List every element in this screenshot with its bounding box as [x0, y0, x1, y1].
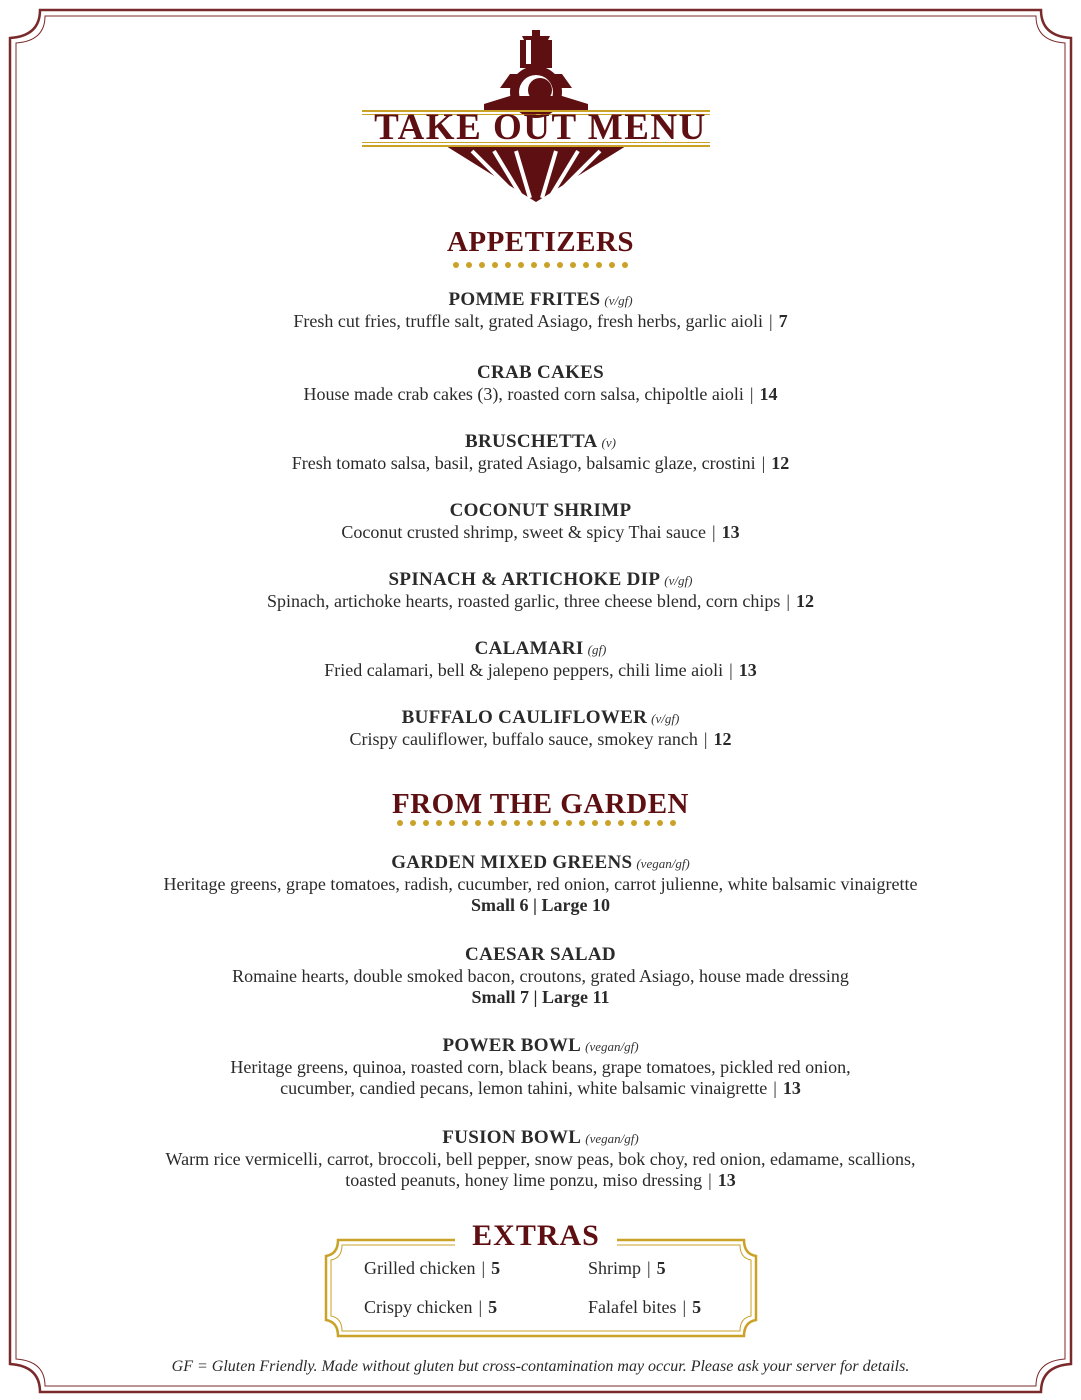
extra-price: 5 [656, 1258, 666, 1278]
menu-item-buffalo-cauliflower: BUFFALO CAULIFLOWER (v/gf) Crispy cauliflower, buffalo sauce, smokey ranch | 12 [349, 707, 732, 749]
item-desc: Heritage greens, quinoa, roasted corn, black beans, grape tomatoes, pickled red onion, [230, 1057, 851, 1077]
menu-item-crab-cakes: CRAB CAKES House made crab cakes (3), roasted corn salsa, chipoltle aioli | 14 [303, 362, 778, 404]
extra-name: Shrimp [588, 1258, 642, 1278]
item-name: GARDEN MIXED GREENS [391, 852, 633, 873]
item-name: CRAB CAKES [476, 362, 605, 383]
gold-dot-divider [452, 261, 630, 269]
item-desc: Romaine hearts, double smoked bacon, croutons, grated Asiago, house made dressing [232, 966, 849, 986]
item-desc: Coconut crusted shrimp, sweet & spicy Thai sauce [341, 522, 706, 542]
item-tag: (v/gf) [651, 711, 680, 726]
item-desc-continued: cucumber, candied pecans, lemon tahini, white balsamic vinaigrette [280, 1078, 768, 1098]
item-desc: Fresh cut fries, truffle salt, grated Asiago, fresh herbs, garlic aioli [293, 311, 763, 331]
item-price: 7 [778, 311, 788, 331]
item-price: 14 [759, 384, 778, 404]
menu-item-bruschetta: BRUSCHETTA (v) Fresh tomato salsa, basil, grated Asiago, balsamic glaze, crostini | 12 [291, 431, 790, 473]
menu-item-coconut-shrimp: COCONUT SHRIMP Coconut crusted shrimp, sweet & spicy Thai sauce | 13 [341, 500, 740, 542]
menu-item-garden-mixed-greens [0, 852, 1081, 916]
menu-item-fusion-bowl: FUSION BOWL (vegan/gf) Warm rice vermicelli, carrot, broccoli, bell pepper, snow peas, bok choy, red onion, edamame, scallions, toasted peanuts, honey lime ponzu, miso dressing | 13 [0, 1127, 1081, 1191]
extra-price: 5 [692, 1297, 702, 1317]
gold-dot-divider [396, 819, 686, 827]
item-tag: (vegan/gf) [585, 1131, 639, 1146]
extra-name: Crispy chicken [364, 1297, 473, 1317]
item-name: BRUSCHETTA [465, 431, 598, 452]
item-price: 13 [782, 1078, 801, 1098]
item-size-prices: Small 6 | Large 10 [471, 895, 610, 915]
extra-item: Crispy chicken | 5 [364, 1297, 498, 1317]
item-desc: Spinach, artichoke hearts, roasted garlic, three cheese blend, corn chips [267, 591, 781, 611]
item-tag: (gf) [587, 642, 607, 657]
item-name: CAESAR SALAD [465, 944, 616, 965]
item-desc: Fresh tomato salsa, basil, grated Asiago, balsamic glaze, crostini [291, 453, 756, 473]
gluten-friendly-note: GF = Gluten Friendly. Made without gluten but cross-contamination may occur. Please ask your server for details. [171, 1358, 910, 1375]
item-desc: House made crab cakes (3), roasted corn salsa, chipoltle aioli [303, 384, 744, 404]
item-price: 13 [717, 1170, 736, 1190]
item-price: 13 [738, 660, 757, 680]
item-tag: (v) [601, 435, 616, 450]
item-desc: Crispy cauliflower, buffalo sauce, smokey ranch [349, 729, 698, 749]
item-desc-continued: toasted peanuts, honey lime ponzu, miso dressing [345, 1170, 703, 1190]
section-title-appetizers: APPETIZERS [446, 226, 635, 258]
item-tag: (v/gf) [664, 573, 693, 588]
item-name: POWER BOWL [442, 1035, 582, 1056]
section-title-garden: FROM THE GARDEN [392, 788, 689, 820]
item-name: FUSION BOWL [442, 1127, 582, 1148]
item-price: 12 [771, 453, 790, 473]
item-price: 12 [713, 729, 732, 749]
item-name: CALAMARI [474, 638, 584, 659]
extra-item: Shrimp | 5 [588, 1258, 666, 1278]
menu-title: TAKE OUT MENU [374, 107, 707, 148]
extra-price: 5 [491, 1258, 501, 1278]
item-name: SPINACH & ARTICHOKE DIP [388, 569, 661, 590]
extra-item: Grilled chicken | 5 [364, 1258, 501, 1278]
extra-name: Grilled chicken [364, 1258, 476, 1278]
menu-item-calamari: CALAMARI (gf) Fried calamari, bell & jalepeno peppers, chili lime aioli | 13 [324, 638, 757, 680]
item-desc: Fried calamari, bell & jalepeno peppers, chili lime aioli [324, 660, 724, 680]
item-price: 12 [795, 591, 814, 611]
item-name: COCONUT SHRIMP [449, 500, 632, 521]
item-tag: (vegan/gf) [636, 856, 690, 871]
item-tag: (v/gf) [604, 293, 633, 308]
menu-item-caesar-salad [0, 944, 1081, 1008]
item-tag: (vegan/gf) [585, 1039, 639, 1054]
item-size-prices: Small 7 | Large 11 [471, 987, 610, 1007]
menu-item-pomme-frites: POMME FRITES (v/gf) Fresh cut fries, truffle salt, grated Asiago, fresh herbs, garlic aioli | 7 [293, 289, 788, 331]
item-desc: Heritage greens, grape tomatoes, radish, cucumber, red onion, carrot julienne, white balsamic vinaigrette [163, 874, 918, 894]
extra-price: 5 [488, 1297, 498, 1317]
extra-item: Falafel bites | 5 [588, 1297, 702, 1317]
item-name: POMME FRITES [448, 289, 601, 310]
extra-name: Falafel bites [588, 1297, 677, 1317]
item-price: 13 [721, 522, 740, 542]
section-title-extras: EXTRAS [455, 1219, 617, 1253]
item-desc: Warm rice vermicelli, carrot, broccoli, bell pepper, snow peas, bok choy, red onion, edamame, scallions, [165, 1149, 916, 1169]
menu-item-spinach-artichoke-dip: SPINACH & ARTICHOKE DIP (v/gf) Spinach, artichoke hearts, roasted garlic, three cheese blend, corn chips | 12 [267, 569, 814, 611]
menu-item-power-bowl: POWER BOWL (vegan/gf) Heritage greens, quinoa, roasted corn, black beans, grape tomatoes, pickled red onion, cucumber, candied pecans, lemon tahini, white balsamic vinaigrette | 13 [0, 1035, 1081, 1099]
item-name: BUFFALO CAULIFLOWER [401, 707, 648, 728]
